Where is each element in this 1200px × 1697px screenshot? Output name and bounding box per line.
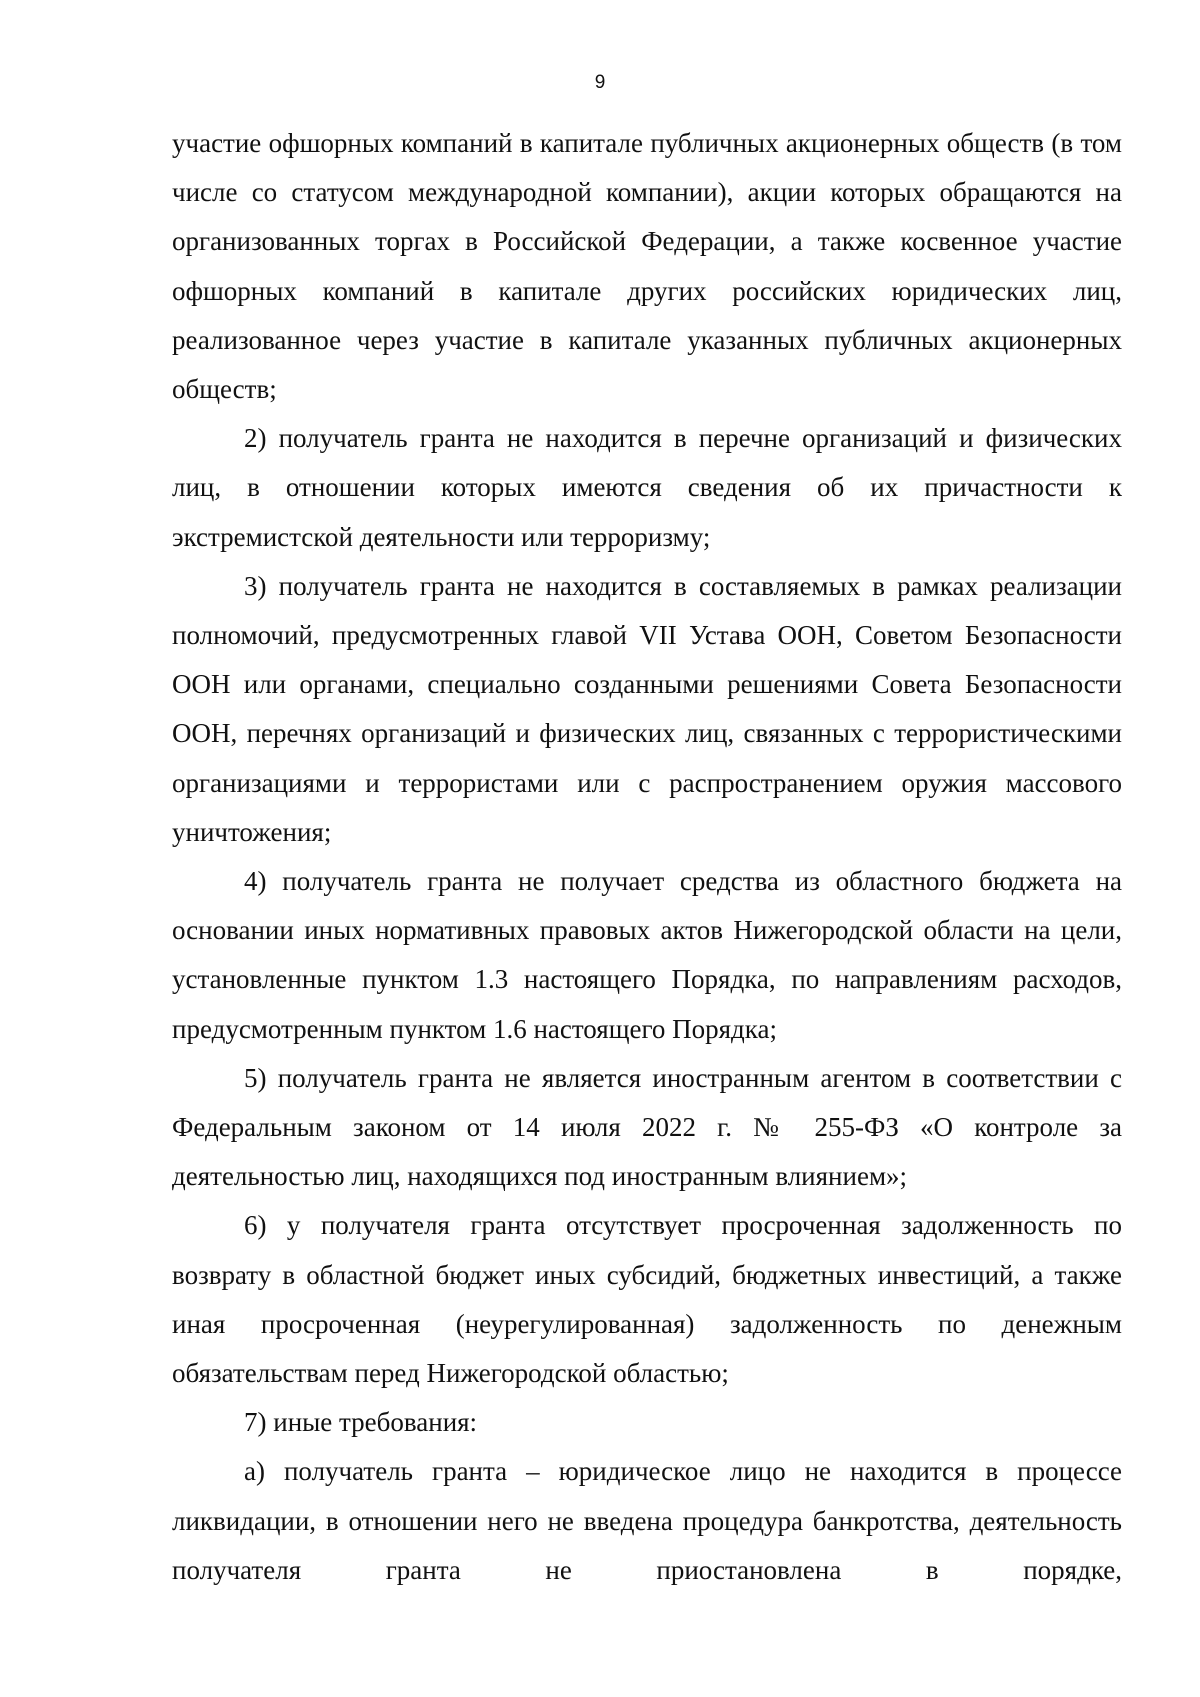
paragraph-item-6: 6) у получателя гранта отсутствует просроченная задолженность по возврату в областной бюджет иных субсидий, бюджетных инвестиций, а также иная просроченная (неурегулированная) задолженность по денежным обязательствам перед Нижегородской областью; — [172, 1210, 1122, 1389]
paragraph-item-3: 3) получатель гранта не находится в составляемых в рамках реализации полномочий, предусмотренных главой VII Устава ООН, Советом Безопасности ООН или органами, специально созданными решениями Совета Безопасности ООН, перечнях организаций и физических лиц, связанных с террористическими организациями и террористами или с распространением оружия массового уничтожения; — [172, 570, 1122, 847]
page-number: 9 — [594, 72, 606, 93]
document-body — [172, 119, 1122, 1595]
paragraph-offshore-participation: участие офшорных компаний в капитале публичных акционерных обществ (в том числе со статусом международной компании), акции которых обращаются на организованных торгах в Российской Федерации, а также косвенное участие офшорных компаний в капитале других российских юридических лиц, реализованное через участие в капитале указанных публичных акционерных обществ; — [172, 128, 1122, 405]
paragraph-item-2: 2) получатель гранта не находится в перечне организаций и физических лиц, в отношении которых имеются сведения об их причастности к экстремистской деятельности или терроризму; — [172, 423, 1122, 552]
paragraph-item-4: 4) получатель гранта не получает средства из областного бюджета на основании иных нормативных правовых актов Нижегородской области на цели, установленные пунктом 1.3 настоящего Порядка, по направлениям расходов, предусмотренным пунктом 1.6 настоящего Порядка; — [172, 866, 1122, 1044]
paragraph-item-7a: а) получатель гранта – юридическое лицо не находится в процессе ликвидации, в отношении него не введена процедура банкротства, деятельность получателя гранта не приостановлена в порядке, — [172, 1456, 1122, 1585]
paragraph-item-7: 7) иные требования: — [244, 1407, 478, 1438]
paragraph-item-5: 5) получатель гранта не является иностранным агентом в соответствии с Федеральным законом от 14 июля 2022 г. № 255-ФЗ «О контроле за деятельностью лиц, находящихся под иностранным влиянием»; — [172, 1062, 1122, 1192]
